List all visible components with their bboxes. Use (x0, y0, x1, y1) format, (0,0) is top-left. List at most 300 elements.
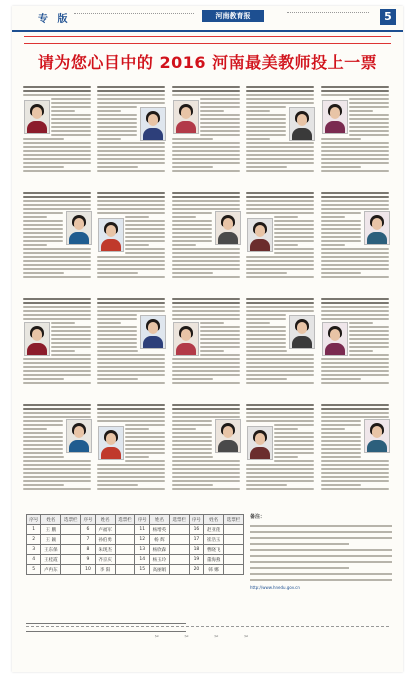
text-line (97, 412, 165, 414)
text-line (321, 166, 362, 168)
text-line (23, 420, 63, 422)
text-line (172, 488, 240, 490)
text-line (23, 170, 91, 172)
text-line (172, 416, 240, 418)
text-line (97, 94, 165, 96)
text-line (23, 200, 91, 202)
candidate-card (320, 402, 392, 494)
vote-table-header-cell: 选票栏 (169, 515, 189, 525)
text-line (246, 94, 314, 96)
vote-checkbox-cell[interactable] (115, 535, 135, 545)
text-line (349, 110, 373, 112)
text-line (172, 362, 240, 364)
text-line (97, 276, 165, 278)
vote-table-header-cell: 姓名 (204, 515, 224, 525)
text-line (246, 212, 314, 214)
text-line (97, 350, 138, 352)
text-line (51, 126, 91, 128)
text-line (97, 310, 165, 312)
text-line (321, 252, 389, 254)
text-line (97, 200, 165, 202)
text-line (172, 460, 240, 462)
text-line (172, 472, 240, 474)
text-line (246, 342, 286, 344)
vote-checkbox-cell[interactable] (169, 525, 189, 535)
text-line (172, 408, 240, 410)
vote-table-cell: 杨玉玲 (149, 555, 169, 565)
text-line (97, 378, 138, 380)
text-line (172, 310, 240, 312)
text-line (246, 118, 286, 120)
text-line (172, 228, 212, 230)
text-line (172, 248, 240, 250)
candidate-card (245, 296, 317, 388)
text-line (23, 310, 91, 312)
text-line (172, 212, 212, 214)
page-title: 请为您心目中的 2016 河南最美教师投上一票 (37, 53, 378, 72)
vote-table-cell: 2 (27, 535, 41, 545)
candidate-card (171, 402, 243, 494)
text-line (172, 224, 212, 226)
text-line (321, 94, 389, 96)
vote-checkbox-cell[interactable] (115, 555, 135, 565)
text-line (172, 272, 213, 274)
text-line (23, 378, 64, 380)
text-line (125, 220, 165, 222)
text-line (321, 236, 361, 238)
vote-table-cell: 杨 辉 (149, 535, 169, 545)
text-line (51, 134, 91, 136)
text-line (172, 476, 240, 478)
text-line (172, 358, 240, 360)
text-line (246, 268, 314, 270)
text-line (321, 208, 389, 210)
text-line (97, 134, 137, 136)
vote-table-header-cell: 姓名 (149, 515, 169, 525)
vote-table-cell: 齐京庆 (95, 555, 115, 565)
text-line (246, 298, 314, 300)
vote-table-cell: 3 (27, 545, 41, 555)
text-line (172, 260, 240, 262)
text-line (172, 404, 240, 406)
teacher-photo (173, 322, 199, 356)
text-line (172, 264, 240, 266)
text-line (246, 314, 286, 316)
text-line (274, 240, 314, 242)
text-line (172, 456, 213, 458)
text-line (23, 158, 91, 160)
vote-checkbox-cell[interactable] (115, 545, 135, 555)
text-line (23, 318, 91, 320)
text-line (172, 200, 240, 202)
text-line (97, 130, 137, 132)
text-line (97, 264, 165, 266)
teacher-photo (322, 100, 348, 134)
text-line (274, 424, 314, 426)
text-line (172, 142, 240, 144)
vote-checkbox-cell[interactable] (224, 545, 244, 555)
teacher-photo (322, 322, 348, 356)
text-line (321, 154, 389, 156)
text-line (125, 224, 165, 226)
text-line (274, 456, 298, 458)
text-line (200, 126, 240, 128)
text-line (200, 338, 240, 340)
text-line (125, 460, 165, 462)
text-line (349, 114, 389, 116)
text-line (321, 318, 389, 320)
text-line (246, 310, 314, 312)
text-line (23, 314, 91, 316)
vote-table-cell: 20 (189, 565, 203, 575)
text-line (97, 358, 165, 360)
text-line (23, 456, 64, 458)
text-line (246, 138, 270, 140)
text-line (274, 228, 314, 230)
text-line (97, 90, 165, 92)
text-line (23, 220, 63, 222)
newspaper-page (12, 6, 403, 672)
text-line (274, 248, 314, 250)
text-line (172, 428, 196, 430)
text-line (172, 452, 212, 454)
text-line (97, 212, 165, 214)
text-line (172, 464, 240, 466)
text-line (246, 276, 314, 278)
vote-table (26, 514, 244, 575)
candidate-card (22, 402, 94, 494)
text-line (172, 440, 212, 442)
text-line (125, 248, 165, 250)
text-line (23, 196, 91, 198)
vote-checkbox-cell[interactable] (169, 555, 189, 565)
text-line (349, 350, 373, 352)
text-line (23, 476, 91, 478)
vote-checkbox-cell[interactable] (169, 565, 189, 575)
text-line (23, 166, 64, 168)
text-line (246, 272, 287, 274)
text-line (125, 252, 165, 254)
text-line (172, 412, 240, 414)
vote-checkbox-cell[interactable] (224, 525, 244, 535)
text-line (97, 472, 165, 474)
voter-info-line[interactable] (26, 622, 186, 624)
text-line (246, 130, 286, 132)
text-line (321, 264, 389, 266)
text-line (23, 268, 91, 270)
text-line (172, 196, 240, 198)
text-line (200, 330, 240, 332)
text-line (274, 432, 314, 434)
text-line (172, 166, 213, 168)
text-line (321, 298, 389, 300)
text-line (125, 236, 165, 238)
candidate-card (245, 84, 317, 176)
text-line (321, 484, 362, 486)
text-line (321, 444, 361, 446)
text-line (23, 362, 91, 364)
text-line (97, 334, 137, 336)
note-text-line (250, 543, 349, 545)
text-line (97, 370, 165, 372)
text-line (97, 86, 165, 88)
text-line (246, 306, 314, 308)
vote-table-cell: 15 (135, 565, 149, 575)
vote-table-cell: 王东保 (41, 545, 61, 555)
text-line (246, 374, 314, 376)
text-line (23, 94, 91, 96)
text-line (23, 484, 64, 486)
text-line (97, 306, 165, 308)
text-line (246, 146, 314, 148)
text-line (246, 158, 314, 160)
text-line (321, 476, 389, 478)
vote-table-cell: 18 (189, 545, 203, 555)
text-line (321, 362, 389, 364)
note-text-line (250, 555, 392, 557)
text-line (321, 448, 361, 450)
text-line (321, 480, 389, 482)
text-line (172, 444, 212, 446)
text-line (23, 424, 63, 426)
text-line (321, 224, 361, 226)
text-line (23, 260, 91, 262)
vote-table-cell: 曹晓飞 (204, 545, 224, 555)
vote-checkbox-cell[interactable] (115, 525, 135, 535)
text-line (321, 216, 345, 218)
vote-table-cell: 10 (81, 565, 95, 575)
text-line (246, 162, 314, 164)
text-line (23, 472, 91, 474)
vote-table-row (27, 535, 244, 545)
teacher-photo (66, 211, 92, 245)
teacher-photo (98, 426, 124, 460)
text-line (200, 322, 224, 324)
text-line (23, 90, 91, 92)
text-line (200, 134, 240, 136)
text-line (349, 334, 389, 336)
vote-checkbox-cell[interactable] (61, 535, 81, 545)
text-line (97, 326, 137, 328)
text-line (97, 106, 137, 108)
text-line (321, 248, 389, 250)
text-line (321, 468, 389, 470)
vote-checkbox-cell[interactable] (224, 555, 244, 565)
text-line (23, 366, 91, 368)
vote-table-cell: 董海燕 (204, 555, 224, 565)
text-line (125, 444, 165, 446)
text-line (23, 440, 63, 442)
text-line (172, 318, 240, 320)
text-line (321, 142, 389, 144)
text-line (274, 448, 314, 450)
vote-checkbox-cell[interactable] (224, 535, 244, 545)
vote-table-cell: 赵亚莲 (204, 525, 224, 535)
text-line (246, 420, 314, 422)
vote-table-cell: 12 (135, 535, 149, 545)
text-line (321, 370, 389, 372)
text-line (172, 162, 240, 164)
vote-table-cell: 9 (81, 555, 95, 565)
text-line (246, 256, 314, 258)
text-line (97, 342, 137, 344)
teacher-photo (140, 107, 166, 141)
text-line (172, 298, 240, 300)
text-line (23, 146, 91, 148)
text-line (97, 322, 121, 324)
text-line (246, 358, 314, 360)
text-line (246, 154, 314, 156)
text-line (172, 366, 240, 368)
text-line (321, 220, 361, 222)
text-line (246, 98, 314, 100)
teacher-photo (98, 218, 124, 252)
text-line (172, 374, 240, 376)
text-line (246, 90, 314, 92)
text-line (246, 346, 286, 348)
text-line (23, 162, 91, 164)
text-line (97, 484, 138, 486)
vote-table-cell: 1 (27, 525, 41, 535)
text-line (321, 452, 361, 454)
text-line (172, 154, 240, 156)
text-line (23, 244, 47, 246)
vote-checkbox-cell[interactable] (224, 565, 244, 575)
text-line (23, 488, 91, 490)
text-line (349, 130, 389, 132)
text-line (321, 436, 361, 438)
text-line (246, 134, 286, 136)
vote-checkbox-cell[interactable] (61, 545, 81, 555)
text-line (97, 150, 165, 152)
voter-info-line[interactable] (26, 630, 186, 632)
text-line (274, 244, 298, 246)
text-line (246, 338, 286, 340)
vote-table-cell: 5 (27, 565, 41, 575)
text-line (23, 204, 91, 206)
text-line (97, 204, 165, 206)
text-line (97, 110, 121, 112)
text-line (274, 452, 314, 454)
text-line (125, 436, 165, 438)
vote-checkbox-cell[interactable] (61, 565, 81, 575)
text-line (246, 200, 314, 202)
teacher-photo (24, 322, 50, 356)
vote-table-header-cell: 选票栏 (61, 515, 81, 525)
text-line (97, 338, 137, 340)
vote-table-header-cell: 姓名 (95, 515, 115, 525)
text-line (349, 326, 389, 328)
teacher-photo (215, 419, 241, 453)
text-line (200, 110, 224, 112)
text-line (246, 170, 314, 172)
candidate-card (22, 84, 94, 176)
text-line (321, 302, 389, 304)
teacher-photo (140, 315, 166, 349)
page-number: 5 (380, 9, 396, 25)
candidate-card (171, 296, 243, 388)
text-line (97, 268, 165, 270)
vote-table-cell: 王 颖 (41, 535, 61, 545)
note-text-line (250, 567, 349, 569)
teacher-photo (364, 419, 390, 453)
text-line (23, 432, 63, 434)
text-line (274, 252, 314, 254)
text-line (172, 314, 240, 316)
text-line (321, 150, 389, 152)
text-line (246, 330, 286, 332)
text-line (321, 146, 389, 148)
vote-checkbox-cell[interactable] (61, 555, 81, 565)
text-line (172, 150, 240, 152)
text-line (349, 346, 389, 348)
text-line (246, 354, 314, 356)
text-line (349, 342, 389, 344)
teacher-photo (289, 107, 315, 141)
vote-checkbox-cell[interactable] (169, 535, 189, 545)
text-line (51, 322, 75, 324)
header-rule-right (287, 12, 369, 19)
text-line (97, 102, 165, 104)
vote-table-cell: 杨增英 (149, 525, 169, 535)
text-line (246, 110, 270, 112)
text-line (172, 382, 240, 384)
vote-table-cell: 4 (27, 555, 41, 565)
vote-checkbox-cell[interactable] (115, 565, 135, 575)
text-line (321, 358, 389, 360)
candidate-card (22, 296, 94, 388)
text-line (349, 134, 389, 136)
text-line (246, 166, 287, 168)
text-line (97, 468, 165, 470)
text-line (349, 98, 389, 100)
text-line (321, 170, 389, 172)
text-line (321, 416, 389, 418)
text-line (97, 122, 137, 124)
vote-table-cell: 高丽娟 (149, 565, 169, 575)
text-line (23, 252, 91, 254)
text-line (321, 192, 389, 194)
text-line (321, 412, 389, 414)
text-line (172, 276, 240, 278)
text-line (97, 408, 165, 410)
vote-checkbox-cell[interactable] (61, 525, 81, 535)
header-rule (74, 13, 194, 19)
text-line (321, 378, 362, 380)
text-line (172, 484, 213, 486)
text-line (274, 224, 314, 226)
text-line (125, 456, 149, 458)
text-line (246, 208, 314, 210)
text-line (97, 114, 137, 116)
text-line (23, 272, 64, 274)
text-line (321, 440, 361, 442)
notes-url[interactable]: http://www.hnedu.gov.cn (250, 584, 300, 590)
candidate-card (245, 402, 317, 494)
text-line (51, 110, 75, 112)
text-line (97, 382, 165, 384)
text-line (23, 138, 64, 140)
text-line (246, 192, 314, 194)
text-line (274, 436, 314, 438)
candidate-card (96, 402, 168, 494)
text-line (172, 236, 212, 238)
text-line (172, 232, 212, 234)
candidate-card (245, 190, 317, 282)
vote-checkbox-cell[interactable] (169, 545, 189, 555)
text-line (274, 236, 314, 238)
vote-table-header-cell: 选票栏 (115, 515, 135, 525)
